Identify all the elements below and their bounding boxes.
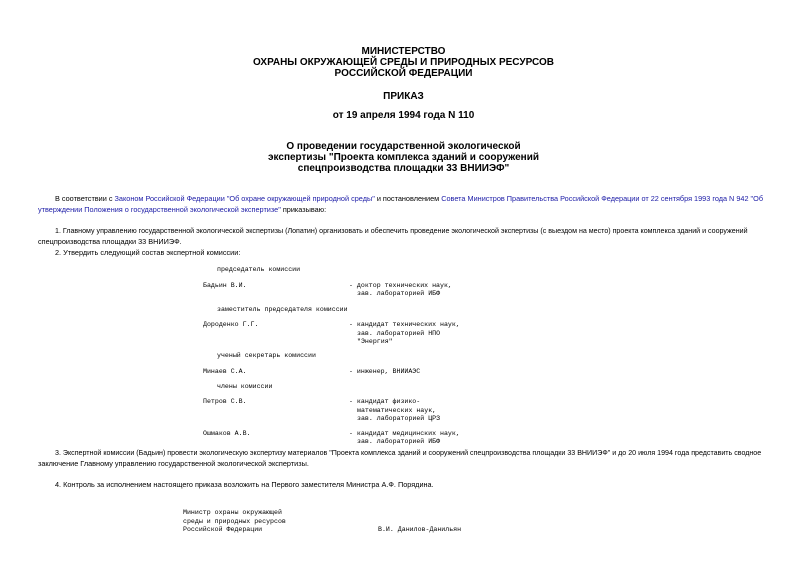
item-1-line-2: спецпроизводства площадки 33 ВНИИЭФ. [38,237,182,246]
deputy-role: заместитель председателя комиссии [217,306,348,313]
preamble-line-1 [55,193,775,204]
chair-desc-2: зав. лабораторией ИБФ [357,290,441,297]
doc-title-line-2: экспертизы "Проекта комплекса зданий и сооружений [268,152,539,163]
ministry-line-3: РОССИЙСКОЙ ФЕДЕРАЦИИ [334,68,473,79]
signature-line-3: Российской Федерации [183,526,263,533]
resolution-link-part-1[interactable]: Совета Министров Правительства Российской Федерации от 22 сентября 1993 года N 942 "Об [441,194,764,203]
member-1-desc-2: математических наук, [357,407,437,414]
ministry-line-2: ОХРАНЫ ОКРУЖАЮЩЕЙ СРЕДЫ И ПРИРОДНЫХ РЕСУРСОВ [253,57,554,68]
preamble-line-2 [38,204,326,215]
member-2-desc-1: - кандидат медицинских наук, [349,430,460,437]
deputy-name: Дороденко Г.Г. [203,321,259,328]
resolution-link-part-2[interactable]: утверждении Положения о государственной экологической экспертизе" [38,205,281,214]
member-2-name: Ошмаков А.В. [203,430,251,437]
signature-name: В.И. Данилов-Данильян [378,526,462,533]
item-1-line-1: 1. Главному управлению государственной экологической экспертизы (Лопатин) организовать и обеспечить проведение экологической экспертизы (с выездом на место) проекта комплекса зданий и сооружений [55,227,748,235]
member-1-name: Петров С.В. [203,398,247,405]
preamble-text-3: приказываю: [280,205,327,214]
deputy-desc-1: - кандидат технических наук, [349,321,460,328]
deputy-desc-3: "Энергия" [357,338,393,345]
ministry-line-1: МИНИСТЕРСТВО [361,46,446,57]
chair-role: председатель комиссии [217,266,301,273]
doc-type-heading: ПРИКАЗ [383,91,424,102]
doc-title-line-3: спецпроизводства площадки 33 ВНИИЭФ" [297,163,510,174]
item-3-line-1: 3. Экспертной комиссии (Бадьин) провести экологическую экспертизу материалов "Проекта комплекса зданий и сооружений спецпроизводства площадки 33 ВНИИЭФ" и до 20 июля 1994 года представить сводное [55,449,762,457]
item-3-line-2: заключение Главному управлению государственной экологической экспертизы. [38,459,309,468]
doc-title-line-1: О проведении государственной экологической [286,141,521,152]
item-4: 4. Контроль за исполнением настоящего приказа возложить на Первого заместителя Министра А.Ф. Порядина. [55,480,434,489]
preamble-text-1: В соответствии с [55,194,115,203]
doc-date: от 19 апреля 1994 года N 110 [332,110,475,121]
secretary-desc-1: - инженер, ВНИИАЭС [349,368,421,375]
signature-line-1: Министр охраны окружающей [183,509,282,516]
law-link[interactable]: Законом Российской Федерации "Об охране окружающей природной среды" [114,194,375,203]
chair-name: Бадьин В.И. [203,282,247,289]
secretary-name: Минаев С.А. [203,368,247,375]
preamble-text-2: и постановлением [374,194,442,203]
member-2-desc-2: зав. лабораторией ИБФ [357,438,441,445]
member-1-desc-3: зав. лабораторией ЦРЗ [357,415,441,422]
secretary-role: ученый секретарь комиссии [217,352,316,359]
chair-desc-1: - доктор технических наук, [349,282,452,289]
deputy-desc-2: зав. лабораторией НПО [357,330,441,337]
members-role: члены комиссии [217,383,273,390]
member-1-desc-1: - кандидат физико- [349,398,421,405]
item-2: 2. Утвердить следующий состав экспертной комиссии: [55,248,241,257]
signature-line-2: среды и природных ресурсов [183,518,286,525]
